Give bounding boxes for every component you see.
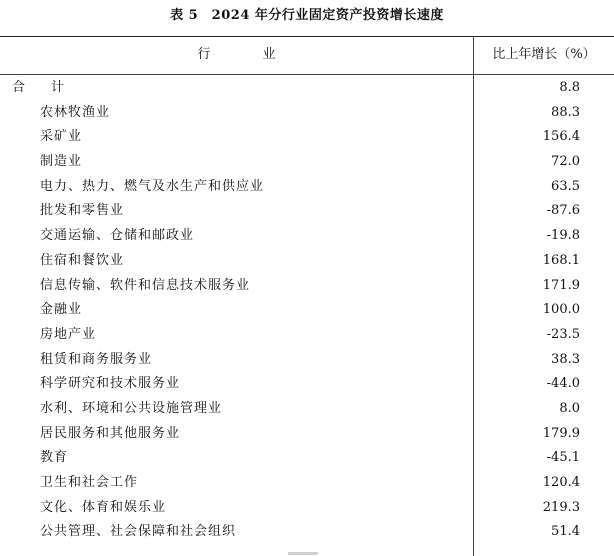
column-header-industry: 行 业 bbox=[197, 47, 276, 62]
row-label: 卫生和社会工作 bbox=[40, 475, 139, 490]
row-value: -44.0 bbox=[546, 376, 580, 392]
table-row bbox=[0, 175, 614, 200]
row-label: 制造业 bbox=[40, 154, 83, 170]
row-label: 批发和零售业 bbox=[40, 203, 125, 219]
table-row bbox=[0, 150, 614, 175]
table-row bbox=[0, 446, 614, 471]
row-label: 金融业 bbox=[40, 302, 83, 318]
row-label: 合 计 bbox=[12, 80, 65, 95]
row-label: 电力、热力、燃气及水生产和供应业 bbox=[40, 178, 265, 194]
row-value: 219.3 bbox=[542, 499, 580, 515]
row-value: 168.1 bbox=[542, 252, 580, 268]
row-value: -23.5 bbox=[546, 326, 580, 342]
table-row bbox=[0, 249, 614, 274]
row-label: 教育 bbox=[40, 450, 69, 466]
row-value: 156.4 bbox=[542, 129, 580, 145]
row-value: -19.8 bbox=[546, 228, 580, 244]
row-value: 72.0 bbox=[551, 154, 580, 170]
row-value: -45.1 bbox=[546, 450, 580, 466]
table-row-total bbox=[0, 76, 614, 101]
table-row bbox=[0, 101, 614, 126]
row-value: 100.0 bbox=[542, 302, 580, 318]
table-row bbox=[0, 471, 614, 496]
row-label: 农林牧渔业 bbox=[40, 104, 111, 120]
scroll-hint-mark bbox=[288, 552, 318, 555]
table-row bbox=[0, 397, 614, 422]
table-row bbox=[0, 372, 614, 397]
table-row bbox=[0, 348, 614, 373]
row-value: 63.5 bbox=[551, 178, 580, 194]
row-value: 171.9 bbox=[542, 277, 580, 293]
column-header-growth: 比上年增长（%） bbox=[492, 47, 596, 62]
row-label: 公共管理、社会保障和社会组织 bbox=[40, 524, 237, 540]
table-row bbox=[0, 224, 614, 249]
row-label: 信息传输、软件和信息技术服务业 bbox=[40, 277, 251, 293]
table-row bbox=[0, 323, 614, 348]
table-row bbox=[0, 298, 614, 323]
row-label: 水利、环境和公共设施管理业 bbox=[40, 400, 223, 416]
table-caption: 表 5 2024 年分行业固定资产投资增长速度 bbox=[170, 8, 444, 23]
row-label: 文化、体育和娱乐业 bbox=[40, 499, 167, 515]
row-value: 179.9 bbox=[542, 425, 580, 441]
row-value: 51.4 bbox=[551, 524, 580, 540]
table-row bbox=[0, 422, 614, 447]
row-value: -87.6 bbox=[546, 203, 580, 219]
row-label: 科学研究和技术服务业 bbox=[40, 376, 181, 392]
row-value: 8.8 bbox=[559, 80, 580, 95]
table-row bbox=[0, 199, 614, 224]
row-label: 住宿和餐饮业 bbox=[40, 252, 125, 268]
row-label: 居民服务和其他服务业 bbox=[40, 425, 181, 441]
row-label: 租赁和商务服务业 bbox=[40, 351, 153, 367]
table-body bbox=[0, 76, 614, 545]
table-row bbox=[0, 520, 614, 545]
row-value: 120.4 bbox=[542, 475, 580, 490]
row-value: 38.3 bbox=[551, 351, 580, 367]
row-label: 采矿业 bbox=[40, 129, 83, 145]
table-row bbox=[0, 496, 614, 521]
row-value: 8.0 bbox=[559, 400, 580, 416]
row-label: 交通运输、仓储和邮政业 bbox=[40, 228, 195, 244]
header-divider bbox=[0, 74, 614, 75]
row-value: 88.3 bbox=[551, 104, 580, 120]
table-row bbox=[0, 274, 614, 299]
table-row bbox=[0, 125, 614, 150]
row-label: 房地产业 bbox=[40, 326, 97, 342]
